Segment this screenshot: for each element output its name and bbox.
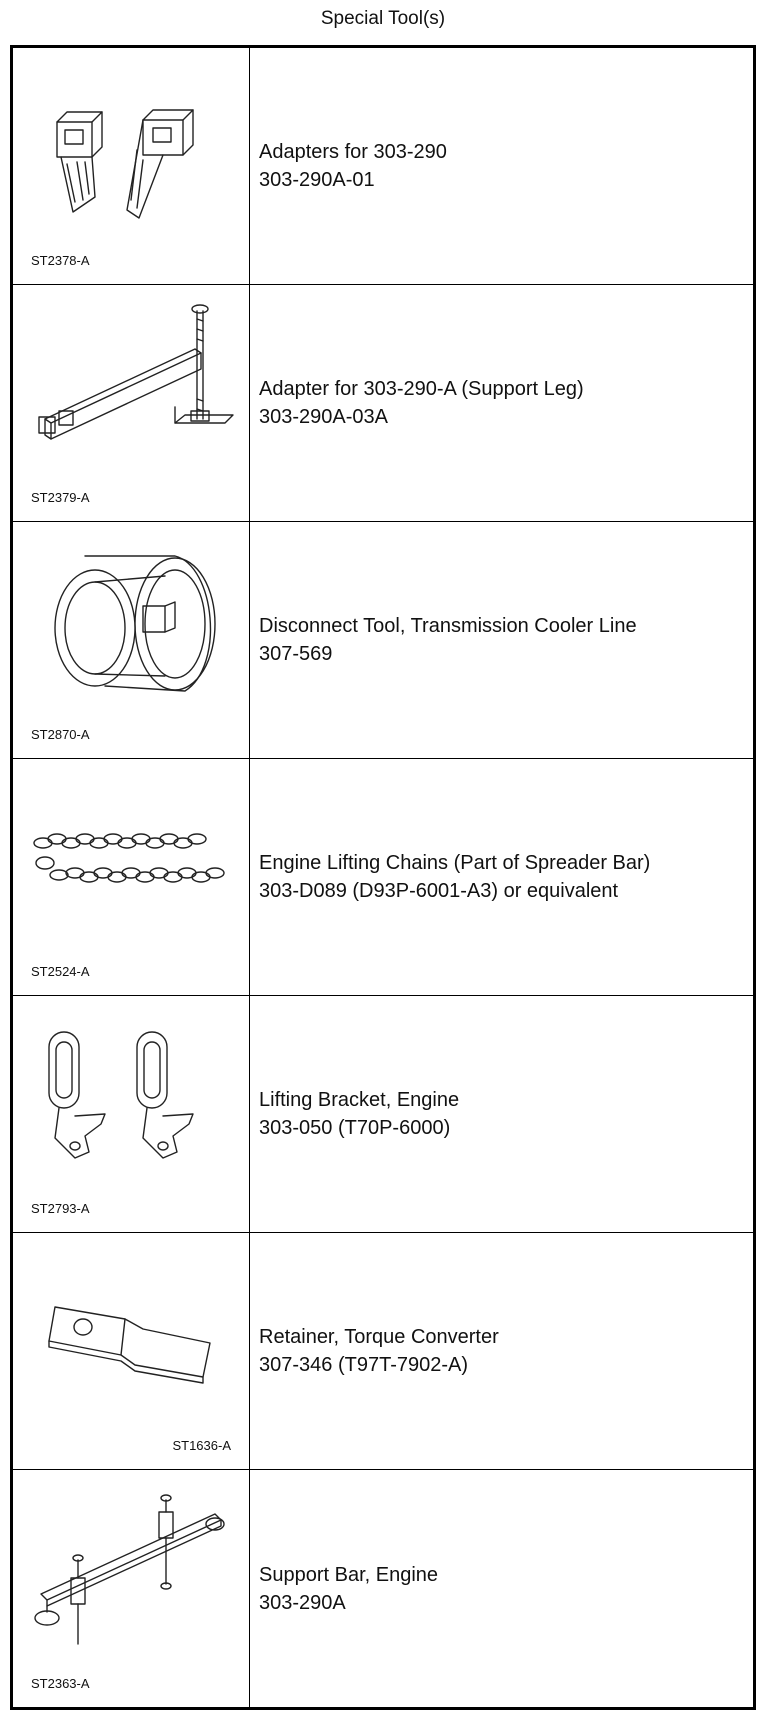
tool-code: ST2378-A <box>31 253 90 268</box>
tool-number: 307-569 <box>259 643 333 665</box>
tool-name: Disconnect Tool, Transmission Cooler Line <box>259 615 637 637</box>
tool-row <box>13 1233 753 1470</box>
tool-code: ST2524-A <box>31 964 90 979</box>
tool-description <box>259 285 749 521</box>
tool-description <box>259 1470 749 1707</box>
tool-name: Adapters for 303-290 <box>259 141 447 163</box>
tool-number: 303-290A <box>259 1591 346 1614</box>
tool-row <box>13 759 753 996</box>
tool-description <box>259 759 749 995</box>
tool-illustration-cell <box>13 1470 250 1707</box>
tool-name: Adapter for 303-290-A (Support Leg) <box>259 378 584 400</box>
tool-illustration-cell <box>13 759 250 995</box>
tool-name: Engine Lifting Chains (Part of Spreader Bar) <box>259 852 651 874</box>
lifting-bracket-icon <box>25 1010 235 1175</box>
special-tools-table <box>10 45 756 1710</box>
tool-name: Retainer, Torque Converter <box>259 1326 499 1348</box>
tool-name: Lifting Bracket, Engine <box>259 1089 460 1111</box>
tool-name: Support Bar, Engine <box>259 1563 439 1586</box>
tool-number: 303-D089 (D93P-6001-A3) or equivalent <box>259 880 619 902</box>
tool-number: 303-290A-01 <box>259 169 375 191</box>
tool-code: ST2870-A <box>31 727 90 742</box>
tool-illustration-cell <box>13 48 250 284</box>
support-bar-icon <box>25 1484 235 1649</box>
tool-code: ST1636-A <box>172 1438 231 1453</box>
lifting-chains-icon <box>25 773 235 938</box>
tool-number: 303-290A-03A <box>259 406 388 428</box>
tool-number: 307-346 (T97T-7902-A) <box>259 1354 469 1376</box>
disconnect-tool-icon <box>25 536 235 701</box>
tool-description <box>259 1233 749 1469</box>
tool-code: ST2793-A <box>31 1201 90 1216</box>
tool-description <box>259 522 749 758</box>
tool-description <box>259 996 749 1232</box>
page-title: Special Tool(s) <box>320 8 446 29</box>
tool-row <box>13 1470 753 1707</box>
tool-illustration-cell <box>13 996 250 1232</box>
retainer-icon <box>25 1247 235 1412</box>
tool-illustration-cell <box>13 285 250 521</box>
adapters-icon <box>25 62 235 227</box>
tool-illustration-cell <box>13 522 250 758</box>
support-leg-icon <box>25 299 235 464</box>
tool-row <box>13 48 753 285</box>
tool-row <box>13 996 753 1233</box>
tool-code: ST2363-A <box>31 1676 90 1691</box>
tool-code: ST2379-A <box>31 490 90 505</box>
tool-row <box>13 522 753 759</box>
tool-row <box>13 285 753 522</box>
tool-number: 303-050 (T70P-6000) <box>259 1117 451 1139</box>
tool-illustration-cell <box>13 1233 250 1469</box>
tool-description <box>259 48 749 284</box>
